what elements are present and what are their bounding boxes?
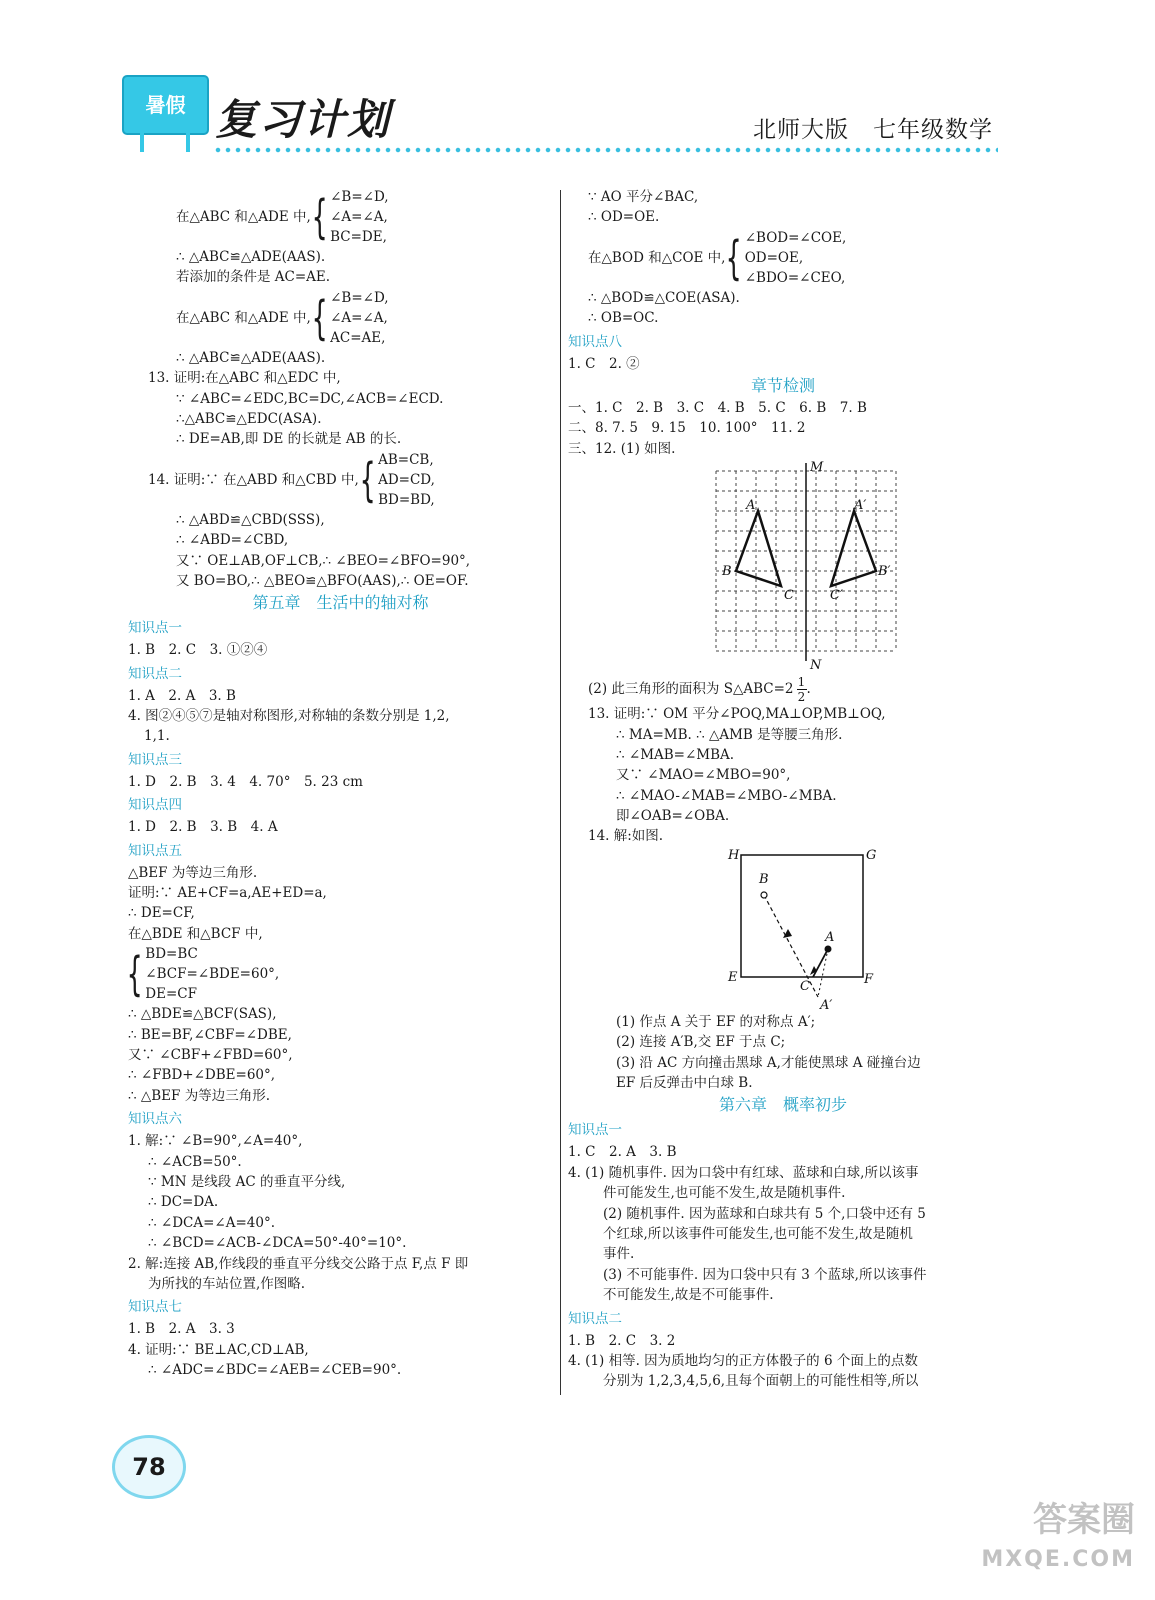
text-line: 2. 解:连接 AB,作线段的垂直平分线交公路于点 F,点 F 即 <box>128 1255 469 1272</box>
brace: { <box>311 190 328 244</box>
text-line: ∴ ∠ABD=∠CBD, <box>176 532 289 549</box>
text-line: 4. 图②④⑤⑦是轴对称图形,对称轴的条数分别是 1,2, <box>128 708 450 725</box>
text-line: ∴ ∠FBD+∠DBE=60°, <box>128 1067 276 1084</box>
text-line: 4. (1) 随机事件. 因为口袋中有红球、蓝球和白球,所以该事 <box>568 1164 919 1181</box>
badge-leg <box>140 128 144 152</box>
text-line: 证明:∵ AE+CF=a,AE+ED=a, <box>128 885 327 902</box>
text-line: 13. 证明:∵ OM 平分∠POQ,MA⊥OP,MB⊥OQ, <box>588 706 886 723</box>
brace: { <box>126 947 143 1002</box>
fraction-numerator: 1 <box>797 675 806 690</box>
text-line: 1. A 2. A 3. B <box>128 687 236 704</box>
label-H: H <box>728 847 740 863</box>
label-A2: A′ <box>820 997 833 1012</box>
text-line: ∴ △BEF 为等边三角形. <box>128 1087 270 1104</box>
section-heading: 知识点七 <box>128 1299 182 1316</box>
text-line: 4. 证明:∵ BE⊥AC,CD⊥AB, <box>128 1341 309 1358</box>
arrow-head <box>810 966 817 975</box>
watermark <box>981 1500 1135 1580</box>
text-line: 又 BO=BO,∴ △BEO≌△BFO(AAS),∴ OE=OF. <box>176 572 469 589</box>
header-dotted-rule <box>213 147 998 153</box>
text-line: ∴ ∠DCA=∠A=40°. <box>148 1214 275 1231</box>
section-heading: 知识点一 <box>128 620 182 637</box>
period: . <box>806 681 811 698</box>
section-heading: 知识点三 <box>128 751 182 768</box>
text-line: 为所找的车站位置,作图略. <box>148 1275 306 1292</box>
text-line: ∴ DE=CF, <box>128 905 195 922</box>
text-line: ∴ OB=OC. <box>588 310 659 327</box>
text-line: ∴ BE=BF,∠CBF=∠DBE, <box>128 1026 292 1043</box>
label-G: G <box>866 847 877 863</box>
text-line: ∴ ∠ADC=∠BDC=∠AEB=∠CEB=90°. <box>148 1362 402 1379</box>
summer-badge: 暑假 <box>122 75 209 135</box>
fraction <box>797 675 807 704</box>
text-line: 又∵ ∠CBF+∠FBD=60°, <box>128 1046 293 1063</box>
text-line: ∴ MA=MB. ∴ △AMB 是等腰三角形. <box>616 726 843 743</box>
text-line: (2) 随机事件. 因为蓝球和白球共有 5 个,口袋中还有 5 <box>603 1205 926 1222</box>
text-line: 1. C 2. A 3. B <box>568 1144 677 1161</box>
text-line: (2) 此三角形的面积为 S△ABC=2 <box>588 681 794 698</box>
text-line: △BEF 为等边三角形. <box>128 864 258 881</box>
text-line: 事件. <box>603 1246 635 1263</box>
text-line: ∴ △BDE≌△BCF(SAS), <box>128 1006 277 1023</box>
text-line: (3) 沿 AC 方向撞击黑球 A,才能使黑球 A 碰撞台边 <box>616 1054 921 1071</box>
section-heading: 知识点二 <box>128 665 182 682</box>
section-heading: 知识点二 <box>568 1310 622 1327</box>
text-line: ∠BDO=∠CEO, <box>744 269 846 286</box>
chapter-heading: 第五章 生活中的轴对称 <box>252 593 429 613</box>
text-line: 1,1. <box>144 728 170 745</box>
label-C: C <box>784 588 794 604</box>
text-line: BC=DE, <box>330 229 387 245</box>
text-line: ∴ △BOD≌△COE(ASA). <box>588 289 740 306</box>
text-line: AC=AE, <box>330 329 386 346</box>
text-line: 三、12. (1) 如图. <box>568 440 676 457</box>
fraction-denominator: 2 <box>797 690 806 705</box>
text-line: 在△ABC 和△ADE 中, <box>176 309 311 326</box>
watermark-url: MXQE.COM <box>981 1547 1135 1572</box>
brace: { <box>311 290 328 345</box>
text-line: 1. 解:∵ ∠B=90°,∠A=40°, <box>128 1133 303 1150</box>
page-number: 78 <box>112 1435 186 1499</box>
text-line: ∠A=∠A, <box>330 309 388 326</box>
text-line: 在△ABC 和△ADE 中, <box>176 208 311 225</box>
text-line: ∵ ∠ABC=∠EDC,BC=DC,∠ACB=∠ECD. <box>176 390 444 407</box>
badge-leg <box>186 128 190 152</box>
dotted-path <box>818 949 828 997</box>
text-line: (3) 不可能事件. 因为口袋中只有 3 个蓝球,所以该事件 <box>603 1266 927 1283</box>
text-line: OD=OE, <box>744 249 804 266</box>
text-line: 又∵ OE⊥AB,OF⊥CB,∴ ∠BEO=∠BFO=90°, <box>176 552 471 569</box>
text-line: EF 后反弹击中白球 B. <box>616 1075 753 1092</box>
label-E: E <box>728 969 738 985</box>
text-line: 个红球,所以该事件可能发生,也可能不发生,故是随机 <box>603 1225 913 1242</box>
watermark-title: 答案圈 <box>1033 1500 1135 1540</box>
text-line: ∠B=∠D, <box>330 289 389 306</box>
chapter-heading: 章节检测 <box>750 375 815 395</box>
text-line: (1) 作点 A 关于 EF 的对称点 A′; <box>616 1013 816 1030</box>
text-line: 即∠OAB=∠OBA. <box>616 808 730 825</box>
label-N: N <box>810 658 822 672</box>
triangle-A2B2C2 <box>831 511 876 586</box>
white-ball-B <box>761 892 767 898</box>
label-F: F <box>864 971 874 987</box>
text-line: 13. 证明:在△ABC 和△EDC 中, <box>148 370 341 387</box>
brace: { <box>359 452 376 507</box>
label-M: M <box>810 461 824 476</box>
text-line: ∴ △ABD≌△CBD(SSS), <box>176 511 325 528</box>
label-B: B <box>759 871 769 887</box>
section-heading: 知识点八 <box>568 333 622 350</box>
text-line: BD=BC <box>145 946 198 963</box>
text-line: 14. 证明:∵ 在△ABD 和△CBD 中, <box>148 471 359 488</box>
chapter-heading: 第六章 概率初步 <box>718 1095 847 1115</box>
text-line: 1. B 2. C 3. 2 <box>568 1332 676 1349</box>
label-B: B <box>722 564 732 580</box>
column-divider <box>560 190 561 1395</box>
label-A2: A′ <box>854 498 867 514</box>
text-line: 若添加的条件是 AC=AE. <box>176 269 331 286</box>
text-line: ∴ △ABC≌△ADE(AAS). <box>176 249 326 265</box>
text-line: ∴ ∠MAO-∠MAB=∠MBO-∠MBA. <box>616 787 837 804</box>
equation-system <box>128 187 553 247</box>
reflection-grid-figure <box>708 461 908 671</box>
text-line: DE=CF <box>145 986 197 1003</box>
text-line: AB=CB, <box>378 451 434 468</box>
section-heading: 知识点四 <box>128 797 182 814</box>
equation-system <box>128 450 553 510</box>
section-heading: 知识点五 <box>128 842 182 859</box>
text-line: 不可能发生,故是不可能事件. <box>603 1287 774 1304</box>
text-line: AD=CD, <box>378 471 435 488</box>
text-line: ∴ OD=OE. <box>588 209 660 226</box>
text-line: BD=BD, <box>378 491 435 508</box>
equation-system <box>128 944 553 1004</box>
text-line: ∠BOD=∠COE, <box>744 229 847 246</box>
text-line: 件可能发生,也可能不发生,故是随机事件. <box>603 1185 846 1202</box>
text-line: ∴ DC=DA. <box>148 1194 219 1211</box>
header-subtitle: 北师大版 七年级数学 <box>753 117 993 143</box>
text-line: 14. 解:如图. <box>588 828 664 845</box>
text-line: 1. B 2. C 3. ①②④ <box>128 642 268 659</box>
text-line: ∵ AO 平分∠BAC, <box>588 189 699 205</box>
text-line: 分别为 1,2,3,4,5,6,且每个面朝上的可能性相等,所以 <box>603 1373 919 1390</box>
section-heading: 知识点六 <box>128 1111 182 1128</box>
text-line: 在△BDE 和△BCF 中, <box>128 925 263 942</box>
area-formula <box>568 675 998 704</box>
label-A: A <box>746 498 756 514</box>
text-line: 二、8. 7. 5 9. 15 10. 100° 11. 2 <box>568 420 806 437</box>
text-line: ∠A=∠A, <box>330 209 388 225</box>
label-C: C <box>800 978 810 994</box>
text-line: 又∵ ∠MAO=∠MBO=90°, <box>616 767 791 784</box>
black-ball-A <box>825 945 832 952</box>
text-line: 1. D 2. B 3. 4 4. 70° 5. 23 cm <box>128 773 363 790</box>
text-line: 在△BOD 和△COE 中, <box>588 249 726 266</box>
label-B2: B′ <box>878 564 891 580</box>
text-line: ∠B=∠D, <box>330 189 389 205</box>
billiards-figure <box>726 847 896 1012</box>
text-line: ∵ MN 是线段 AC 的垂直平分线, <box>148 1173 346 1190</box>
strike-line <box>813 949 828 977</box>
left-column <box>128 187 553 1380</box>
equation-system <box>568 228 998 288</box>
equation-system <box>128 288 553 348</box>
text-line: 1. D 2. B 3. B 4. A <box>128 819 278 836</box>
header-title: 复习计划 <box>215 95 392 144</box>
text-line: (2) 连接 A′B,交 EF 于点 C; <box>616 1034 786 1051</box>
text-line: 一、1. C 2. B 3. C 4. B 5. C 6. B 7. B <box>568 399 867 416</box>
text-line: 4. (1) 相等. 因为质地均匀的正方体骰子的 6 个面上的点数 <box>568 1352 918 1369</box>
text-line: ∴ ∠MAB=∠MBA. <box>616 746 735 763</box>
right-column <box>568 187 998 1392</box>
text-line: ∴△ABC≌△EDC(ASA). <box>176 410 322 427</box>
text-line: ∴ △ABC≌△ADE(AAS). <box>176 349 326 366</box>
triangle-ABC <box>736 511 781 586</box>
text-line: 1. B 2. A 3. 3 <box>128 1321 235 1338</box>
text-line: ∴ ∠BCD=∠ACB-∠DCA=50°-40°=10°. <box>148 1235 407 1252</box>
brace: { <box>726 230 743 285</box>
text-line: ∠BCF=∠BDE=60°, <box>145 966 280 983</box>
text-line: ∴ ∠ACB=50°. <box>148 1153 242 1170</box>
label-C2: C′ <box>830 588 843 604</box>
text-line: 1. C 2. ② <box>568 355 640 372</box>
section-heading: 知识点一 <box>568 1122 622 1139</box>
text-line: ∴ DE=AB,即 DE 的长就是 AB 的长. <box>176 431 402 448</box>
label-A: A <box>825 929 835 945</box>
